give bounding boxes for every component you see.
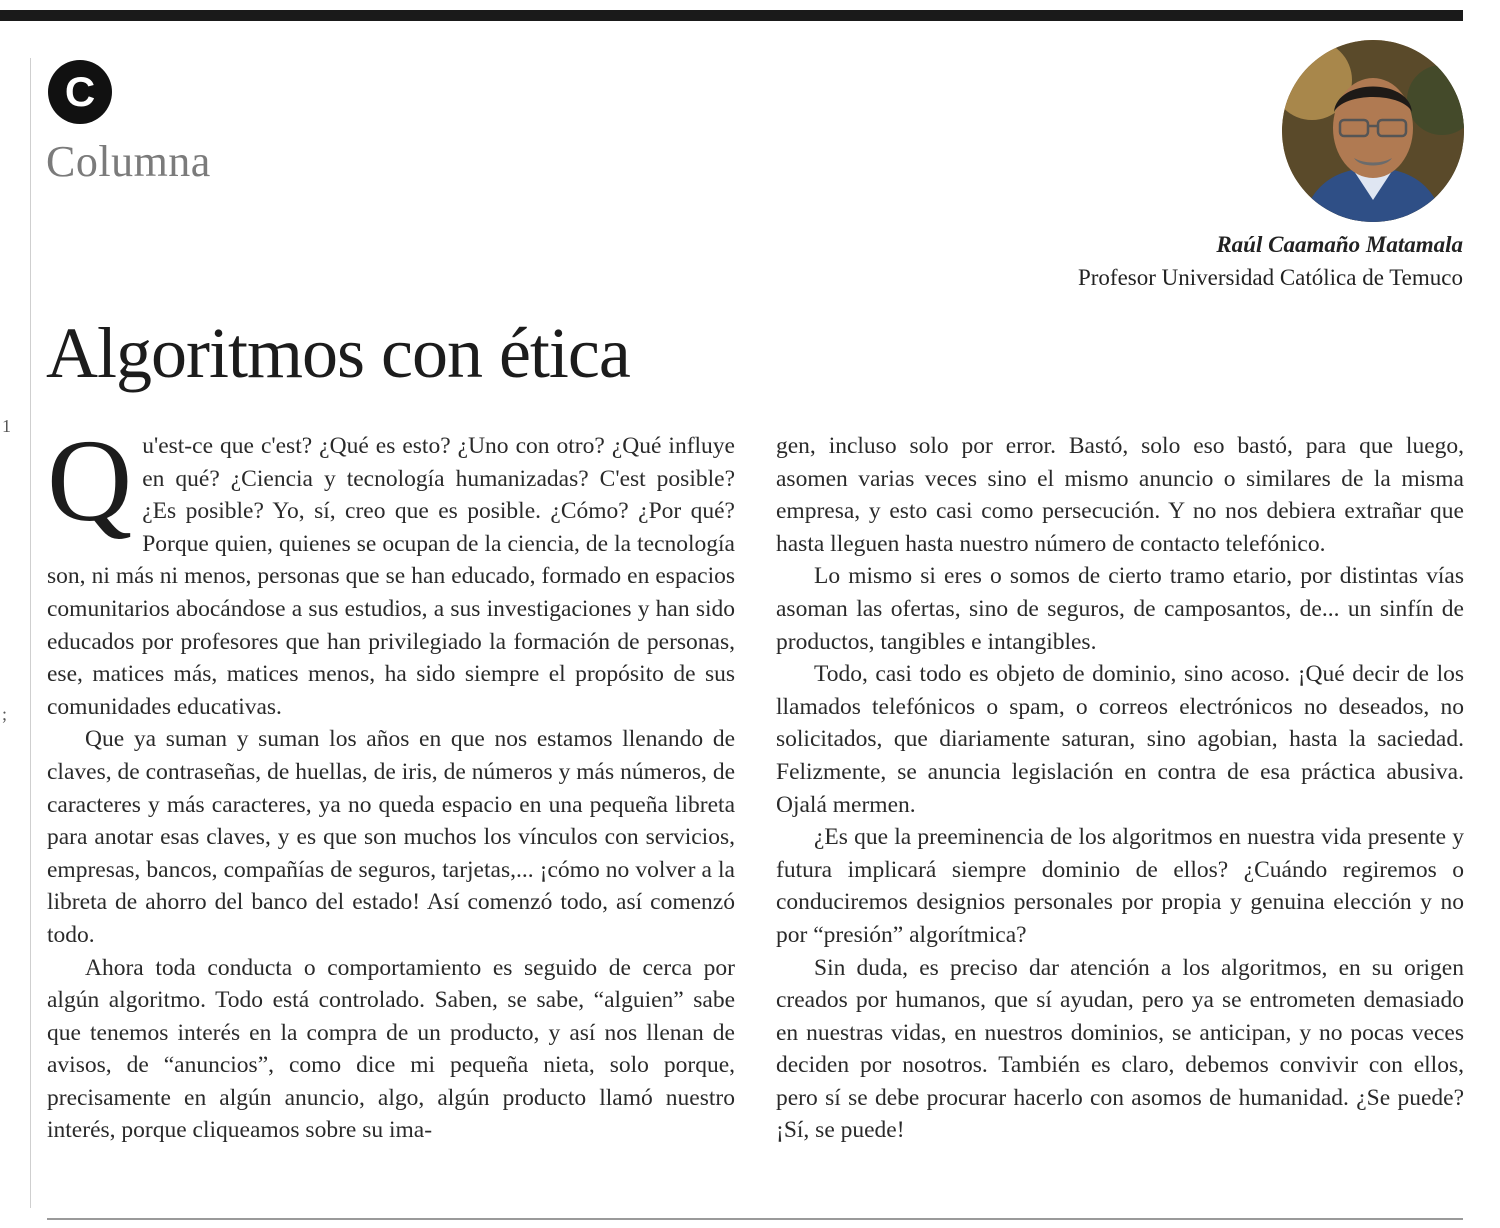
drop-cap: Q xyxy=(47,415,133,546)
author-avatar xyxy=(1282,40,1464,222)
article-paragraph: gen, incluso solo por error. Bastó, solo eso bastó, para que luego, asomen varias veces sino el mismo anuncio o similares de la misma empresa, y esto casi como persecución. Y no nos debiera extrañar que hasta lleguen hasta nuestro número de contacto telefónico. xyxy=(776,433,1464,557)
author-photo-icon xyxy=(1282,40,1464,222)
top-rule xyxy=(0,10,1463,21)
article-paragraph: Que ya suman y suman los años en que nos estamos llenando de claves, de contraseñas, de huellas, de iris, de números y más números, de caracteres y más caracteres, ya no queda espacio en una pequeña libreta para anotar esas claves, y es que son muchos los vínculos con servicios, empresas, bancos, compañías de seguros, tarjetas,... ¡cómo no volver a la libreta de ahorro del banco del estado! Así comenzó todo, así comenzó todo. xyxy=(47,726,735,948)
left-column-rule xyxy=(30,58,31,1208)
column-section-icon: C xyxy=(48,60,112,124)
edge-mark: 1 xyxy=(2,416,11,436)
article-paragraph xyxy=(47,415,735,723)
article-paragraph: Sin duda, es preciso dar atención a los algoritmos, en su origen creados por humanos, que sí ayudan, pero ya se entrometen demasiado en nuestras vidas, en nuestros dominios, se anticipan, y no pocas veces deciden por nosotros. También es claro, debemos convivir con ellos, pero sí se debe procurar hacerlo con asomos de humanidad. ¿Se puede? ¡Sí, se puede! xyxy=(776,954,1464,1144)
paragraph-text: u'est-ce que c'est? ¿Qué es esto? ¿Uno con otro? ¿Qué influye en qué? ¿Ciencia y tecnología humanizadas? C'est posible? ¿Es posible? Yo, sí, creo que es posible. ¿Cómo? ¿Por qué? Porque quien, quienes se ocupan de la ciencia, de la tecnología son, ni más ni menos, personas que se han educado, formado en espacios comunitarios abocándose a sus estudios, a sus investigaciones y han sido educados por profesores que han privilegiado la formación de personas, ese, matices más, matices menos, ha sido siempre el propósito de sus comunidades educativas. xyxy=(47,433,735,720)
article-headline: Algoritmos con ética xyxy=(46,313,630,393)
article-paragraph: Ahora toda conducta o comportamiento es seguido de cerca por algún algoritmo. Todo está controlado. Saben, se sabe, “alguien” sabe que tenemos interés en la compra de un producto, y así nos llenan de avisos, de “anuncios”, como dice mi pequeña nieta, solo porque, precisamente en algún anuncio, algo, algún producto llamó nuestro interés, porque cliqueamos sobre su ima- xyxy=(47,954,735,1144)
author-name: Raúl Caamaño Matamala xyxy=(1216,232,1463,257)
bottom-rule xyxy=(47,1218,1463,1220)
article-paragraph: Todo, casi todo es objeto de dominio, sino acoso. ¡Qué decir de los llamados telefónicos o spam, o correos electrónicos no deseados, no solicitados, que diariamente saturan, sino agobian, hasta la saciedad. Felizmente, se anuncia legislación en contra de esa práctica abusiva. Ojalá mermen. xyxy=(776,661,1464,818)
section-label: Columna xyxy=(46,137,211,186)
article-paragraph: Lo mismo si eres o somos de cierto tramo etario, por distintas vías asoman las ofertas, sino de seguros, de camposantos, de... un sinfín de productos, tangibles e intangibles. xyxy=(776,563,1464,655)
edge-mark: ; xyxy=(2,704,8,724)
article-column-left xyxy=(47,415,735,1147)
author-role: Profesor Universidad Católica de Temuco xyxy=(1077,265,1463,290)
article-column-right xyxy=(776,430,1464,1147)
article-paragraph: ¿Es que la preeminencia de los algoritmos en nuestra vida presente y futura implicará siempre dominio de ellos? ¿Cuándo regiremos o conduciremos designios personales por propia y genuina elección y no por “presión” algorítmica? xyxy=(776,824,1464,948)
